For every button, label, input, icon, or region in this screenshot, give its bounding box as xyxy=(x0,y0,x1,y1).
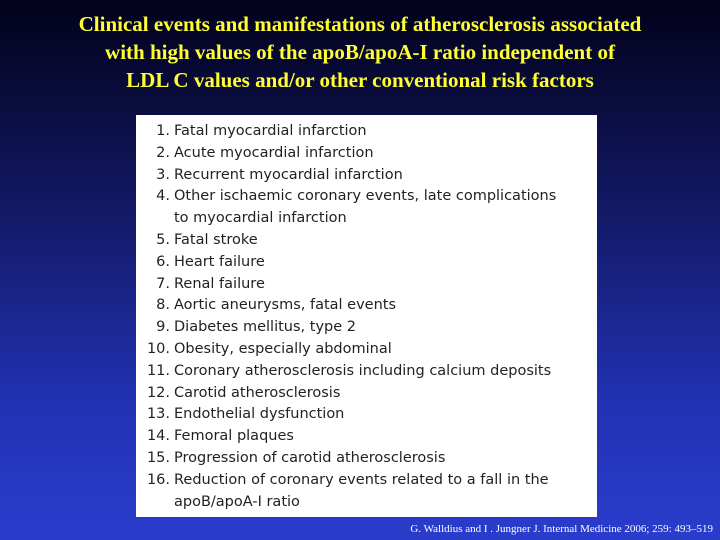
item-text: Recurrent myocardial infarction xyxy=(174,166,403,183)
item-text: Carotid atherosclerosis xyxy=(174,384,341,401)
item-text: Heart failure xyxy=(174,253,265,270)
item-text: Diabetes mellitus, type 2 xyxy=(174,319,356,336)
item-number: 3. xyxy=(156,166,170,183)
item-number: 13. xyxy=(146,406,170,423)
item-text: Progression of carotid atherosclerosis xyxy=(174,449,446,466)
citation: G. Walldius and I . Jungner J. Internal Medicine 2006; 259: 493–519 xyxy=(410,523,713,535)
list-item xyxy=(136,230,597,252)
list-item xyxy=(136,470,597,514)
item-number: 14. xyxy=(146,428,170,445)
events-list xyxy=(136,121,597,513)
item-number: 2. xyxy=(156,144,170,161)
item-number: 12. xyxy=(146,384,170,401)
item-number: 1. xyxy=(156,123,170,139)
item-text: Obesity, especially abdominal xyxy=(174,340,392,357)
title-line-3: LDL C values and/or other conventional risk factors xyxy=(126,68,594,92)
item-text: Reduction of coronary events related to a fall in the xyxy=(174,471,549,488)
events-list-panel xyxy=(136,115,597,517)
list-item xyxy=(136,165,597,187)
item-text: Femoral plaques xyxy=(174,428,294,445)
list-item xyxy=(136,339,597,361)
item-number: 6. xyxy=(156,253,170,270)
list-item xyxy=(136,317,597,339)
list-item xyxy=(136,361,597,383)
slide-title xyxy=(10,10,710,94)
title-line-2: with high values of the apoB/apoA-I ratio independent of xyxy=(105,40,615,64)
item-number: 16. xyxy=(146,471,170,488)
item-text: Aortic aneurysms, fatal events xyxy=(174,297,397,314)
list-item xyxy=(136,121,597,143)
list-item xyxy=(136,186,597,230)
item-number: 7. xyxy=(156,275,170,292)
list-item xyxy=(136,426,597,448)
item-number: 9. xyxy=(156,319,170,336)
list-item xyxy=(136,404,597,426)
list-item xyxy=(136,252,597,274)
item-text: Acute myocardial infarction xyxy=(174,144,374,161)
item-number: 11. xyxy=(146,362,170,379)
list-item xyxy=(136,448,597,470)
item-number: 15. xyxy=(146,449,170,466)
item-text: Fatal myocardial infarction xyxy=(174,123,367,139)
list-item xyxy=(136,274,597,296)
item-text-continuation: to myocardial infarction xyxy=(174,210,347,227)
item-text: Coronary atherosclerosis including calcium deposits xyxy=(174,362,552,379)
list-item xyxy=(136,295,597,317)
item-text: Fatal stroke xyxy=(174,231,258,248)
item-text: Other ischaemic coronary events, late complications xyxy=(174,188,557,205)
item-number: 10. xyxy=(146,340,170,357)
list-item xyxy=(136,383,597,405)
item-text: Endothelial dysfunction xyxy=(174,406,345,423)
list-item xyxy=(136,143,597,165)
item-text: Renal failure xyxy=(174,275,265,292)
item-number: 8. xyxy=(156,297,170,314)
item-number: 5. xyxy=(156,231,170,248)
title-line-1: Clinical events and manifestations of atherosclerosis associated xyxy=(78,12,642,36)
item-number: 4. xyxy=(156,188,170,205)
item-text-continuation: apoB/apoA-I ratio xyxy=(174,493,300,510)
